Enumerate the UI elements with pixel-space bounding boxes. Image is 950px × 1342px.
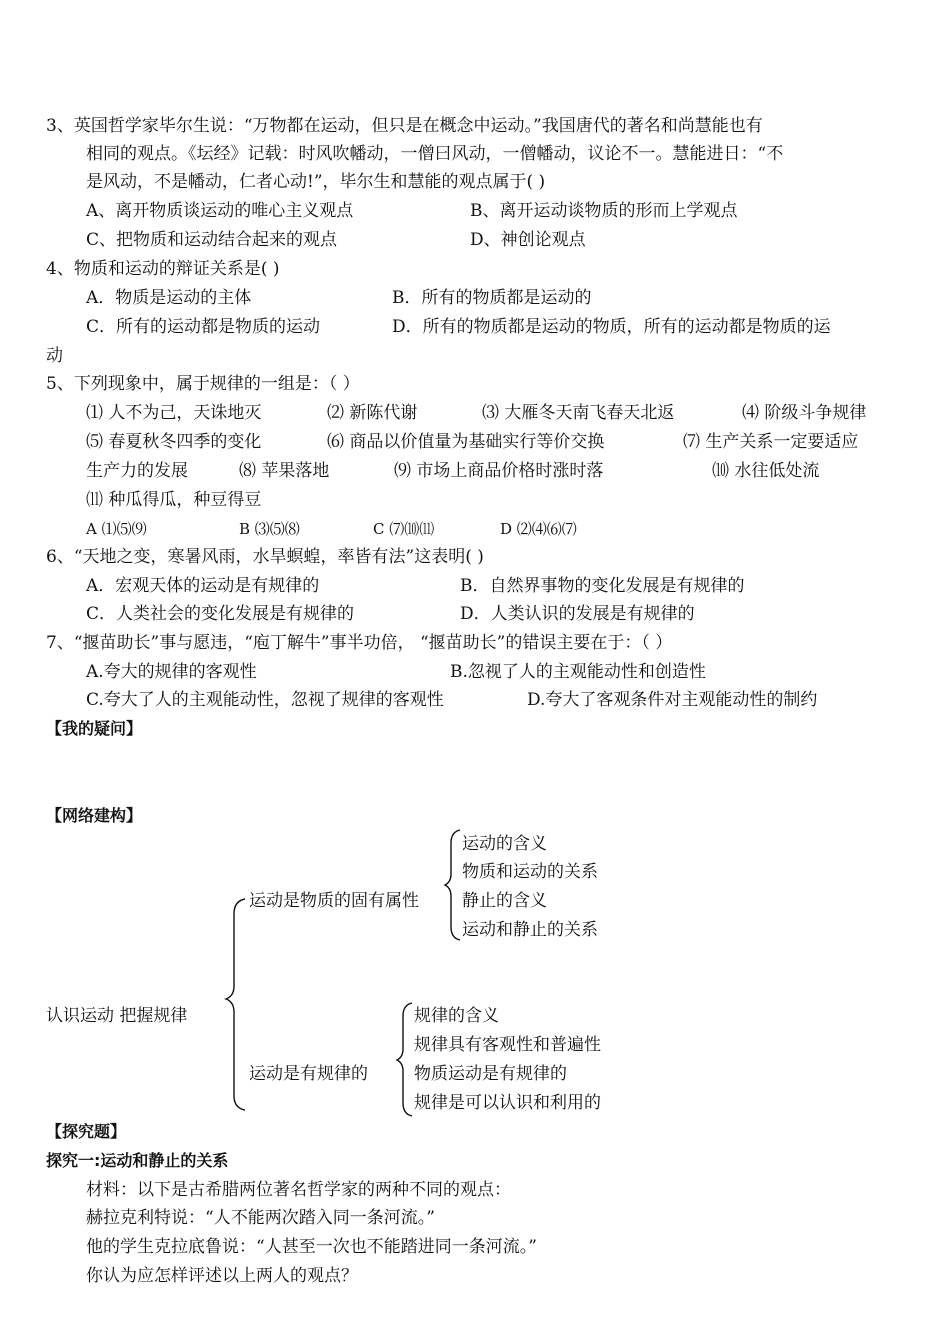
q5-item-8: ⑻ 苹果落地 <box>239 461 330 481</box>
q4-option-d-wrap: 动 <box>46 346 63 366</box>
q4-option-b: B．所有的物质都是运动的 <box>392 288 592 308</box>
tree-branch-2-item: 规律具有客观性和普遍性 <box>414 1035 601 1055</box>
explore-1-question: 你认为应怎样评述以上两人的观点？ <box>86 1266 358 1286</box>
tree-branch-1-item: 静止的含义 <box>462 891 547 911</box>
explore-1-material: 材料：以下是古希腊两位著名哲学家的两种不同的观点： <box>86 1180 511 1200</box>
q5-item-10: ⑽ 水往低处流 <box>712 461 820 481</box>
q5-option-b: B ⑶⑸⑻ <box>239 520 300 538</box>
q7-option-b: B.忽视了人的主观能动性和创造性 <box>450 662 706 682</box>
q5-option-a: A ⑴⑸⑼ <box>86 520 147 538</box>
q6-option-a: A．宏观天体的运动是有规律的 <box>86 576 320 596</box>
q3-line1: 3、英国哲学家毕尔生说：“万物都在运动，但只是在概念中运动。”我国唐代的著名和尚慧能也有 <box>46 116 763 136</box>
q6-option-c: C．人类社会的变化发展是有规律的 <box>86 604 355 624</box>
q4-option-a: A．物质是运动的主体 <box>86 288 252 308</box>
section-my-questions: 【我的疑问】 <box>46 719 143 738</box>
q3-option-c: C、把物质和运动结合起来的观点 <box>86 230 338 250</box>
explore-1-title: 探究一:运动和静止的关系 <box>46 1151 229 1170</box>
tree-branch-1-item: 物质和运动的关系 <box>462 862 598 882</box>
q5-item-7: ⑺ 生产关系一定要适应 <box>683 432 859 452</box>
tree-branch-1: 运动是物质的固有属性 <box>249 891 419 911</box>
tree-branch-1-item: 运动和静止的关系 <box>462 920 598 940</box>
q7-option-c: C.夸大了人的主观能动性，忽视了规律的客观性 <box>86 690 444 710</box>
tree-branch-2: 运动是有规律的 <box>249 1064 368 1084</box>
q6-stem: 6、“天地之变，寒暑风雨，水旱螟蝗，率皆有法”这表明( ) <box>46 547 484 567</box>
q5-option-c: C ⑺⑽⑾ <box>373 520 435 538</box>
q5-item-3: ⑶ 大雁冬天南飞春天北返 <box>482 403 675 423</box>
explore-1-cratylus: 他的学生克拉底鲁说：“人甚至一次也不能踏进同一条河流。” <box>86 1237 537 1257</box>
q5-item-7-wrap: 生产力的发展 <box>86 461 188 481</box>
q4-stem: 4、物质和运动的辩证关系是( ) <box>46 259 280 279</box>
q5-item-11: ⑾ 种瓜得瓜，种豆得豆 <box>86 490 262 510</box>
tree-root: 认识运动 把握规律 <box>46 1006 188 1026</box>
q6-option-d: D．人类认识的发展是有规律的 <box>460 604 695 624</box>
section-network: 【网络建构】 <box>46 806 143 825</box>
q5-item-2: ⑵ 新陈代谢 <box>327 403 418 423</box>
q5-item-6: ⑹ 商品以价值量为基础实行等价交换 <box>327 432 605 452</box>
tree-branch-2-item: 物质运动是有规律的 <box>414 1064 567 1084</box>
q3-option-a: A、离开物质谈运动的唯心主义观点 <box>86 201 354 221</box>
q3-line3: 是风动，不是幡动，仁者心动!”，毕尔生和慧能的观点属于( ) <box>86 172 546 192</box>
q4-option-c: C．所有的运动都是物质的运动 <box>86 317 321 337</box>
q7-option-a: A.夸大的规律的客观性 <box>86 662 257 682</box>
q5-stem: 5、下列现象中，属于规律的一组是：（ ） <box>46 374 360 394</box>
q5-item-1: ⑴ 人不为己，天诛地灭 <box>86 403 262 423</box>
tree-branch-1-item: 运动的含义 <box>462 834 547 854</box>
q3-line2: 相同的观点。《坛经》记载：时风吹幡动，一僧曰风动，一僧幡动，议论不一。慧能进日：“不 <box>86 144 784 164</box>
section-explore: 【探究题】 <box>46 1122 127 1141</box>
tree-branch-2-item: 规律的含义 <box>414 1006 499 1026</box>
q5-item-9: ⑼ 市场上商品价格时涨时落 <box>394 461 604 481</box>
q5-option-d: D ⑵⑷⑹⑺ <box>500 520 577 538</box>
q7-stem: 7、“揠苗助长”事与愿违，“庖丁解牛”事半功倍， “揠苗助长”的错误主要在于：（ ） <box>46 633 673 653</box>
tree-branch-2-item: 规律是可以认识和利用的 <box>414 1093 601 1113</box>
q3-option-b: B、离开运动谈物质的形而上学观点 <box>470 201 738 221</box>
q3-option-d: D、神创论观点 <box>470 230 586 250</box>
q6-option-b: B．自然界事物的变化发展是有规律的 <box>460 576 745 596</box>
q5-item-4: ⑷ 阶级斗争规律 <box>742 403 867 423</box>
explore-1-heraclitus: 赫拉克利特说：“人不能两次踏入同一条河流。” <box>86 1208 435 1228</box>
q5-item-5: ⑸ 春夏秋冬四季的变化 <box>86 432 262 452</box>
q4-option-d: D．所有的物质都是运动的物质，所有的运动都是物质的运 <box>392 317 831 337</box>
q7-option-d: D.夸大了客观条件对主观能动性的制约 <box>527 690 818 710</box>
